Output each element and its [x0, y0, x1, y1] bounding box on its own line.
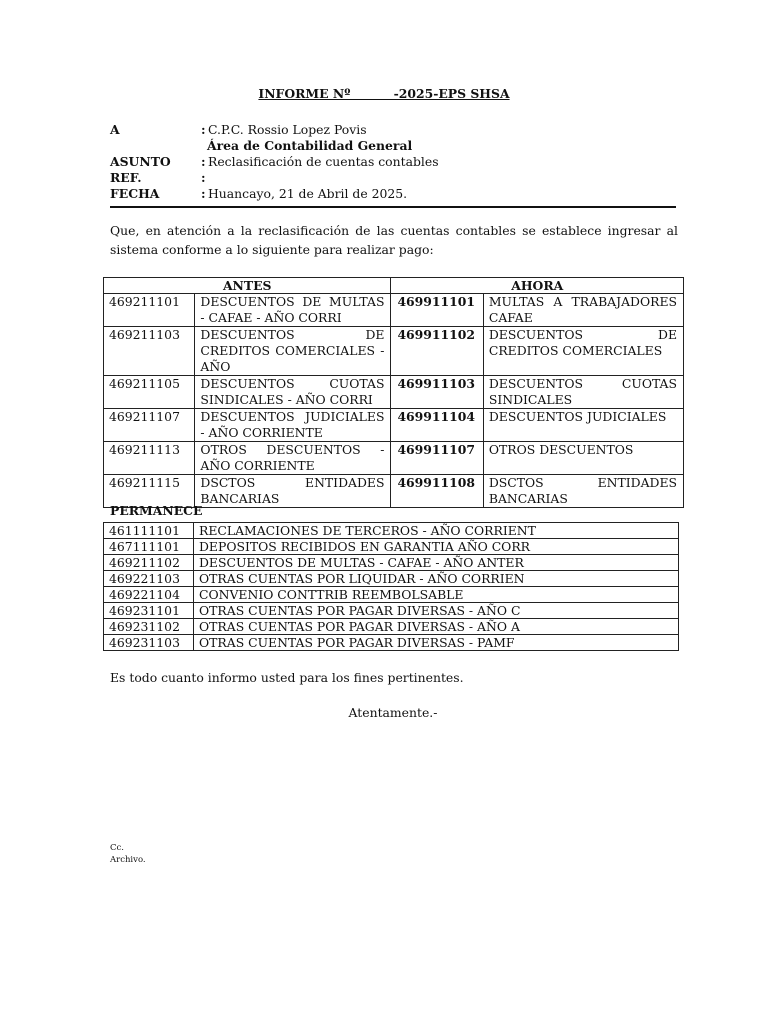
account-code-cell: 469221104	[104, 587, 194, 603]
new-desc-cell: MULTAS A TRABAJADORES CAFAE	[483, 294, 683, 327]
old-desc-cell: DSCTOS ENTIDADES BANCARIAS	[195, 475, 391, 508]
ref-label: REF.	[110, 170, 142, 185]
new-code-cell: 469911102	[391, 327, 483, 376]
old-desc-cell: OTROS DESCUENTOS - AÑO CORRIENTE	[195, 442, 391, 475]
old-code-cell: 469211115	[104, 475, 195, 508]
new-desc-cell: OTROS DESCUENTOS	[483, 442, 683, 475]
permanece-table	[103, 522, 679, 651]
header-ahora: AHORA	[391, 278, 684, 294]
subject-value: Reclasificación de cuentas contables	[208, 154, 439, 169]
account-desc-cell: DESCUENTOS DE MULTAS - CAFAE - AÑO ANTER	[194, 555, 679, 571]
intro-paragraph: Que, en atención a la reclasificación de las cuentas contables se establece ingresar al sistema conforme a lo siguiente para realizar pago:	[110, 223, 678, 257]
old-desc-cell: DESCUENTOS DE CREDITOS COMERCIALES - AÑO	[195, 327, 391, 376]
date-value: Huancayo, 21 de Abril de 2025.	[208, 186, 408, 201]
account-code-cell: 469231102	[104, 619, 194, 635]
new-code-cell: 469911103	[391, 376, 483, 409]
new-code-cell: 469911104	[391, 409, 483, 442]
ref-colon: :	[201, 170, 206, 185]
report-title: INFORME Nº -2025-EPS SHSA	[258, 86, 510, 101]
new-code-cell: 469911107	[391, 442, 483, 475]
subject-colon: :	[201, 154, 206, 169]
table-row	[104, 442, 684, 475]
table-row	[104, 587, 679, 603]
date-colon: :	[201, 186, 206, 201]
table-row	[104, 327, 684, 376]
new-code-cell: 469911108	[391, 475, 483, 508]
old-code-cell: 469211101	[104, 294, 195, 327]
permanece-body	[104, 523, 679, 651]
old-code-cell: 469211113	[104, 442, 195, 475]
account-code-cell: 469231101	[104, 603, 194, 619]
old-desc-cell: DESCUENTOS DE MULTAS - CAFAE - AÑO CORRI	[195, 294, 391, 327]
table-row	[104, 409, 684, 442]
date-label: FECHA	[110, 186, 160, 201]
new-desc-cell: DESCUENTOS JUDICIALES	[483, 409, 683, 442]
account-desc-cell: OTRAS CUENTAS POR PAGAR DIVERSAS - AÑO C	[194, 603, 679, 619]
subject-label: ASUNTO	[110, 154, 171, 169]
to-area: Área de Contabilidad General	[207, 138, 413, 153]
table-row	[104, 523, 679, 539]
table-row	[104, 571, 679, 587]
table-row	[104, 294, 684, 327]
account-code-cell: 469221103	[104, 571, 194, 587]
old-desc-cell: DESCUENTOS CUOTAS SINDICALES - AÑO CORRI	[195, 376, 391, 409]
account-desc-cell: OTRAS CUENTAS POR LIQUIDAR - AÑO CORRIEN	[194, 571, 679, 587]
table-row	[104, 635, 679, 651]
new-desc-cell: DESCUENTOS CUOTAS SINDICALES	[483, 376, 683, 409]
old-code-cell: 469211105	[104, 376, 195, 409]
header-divider	[110, 206, 676, 208]
header-antes: ANTES	[104, 278, 391, 294]
new-code-cell: 469911101	[391, 294, 483, 327]
cc-block	[110, 842, 146, 866]
account-code-cell: 469231103	[104, 635, 194, 651]
new-desc-cell: DESCUENTOS DE CREDITOS COMERCIALES	[483, 327, 683, 376]
old-code-cell: 469211103	[104, 327, 195, 376]
table-row	[104, 539, 679, 555]
table-header-row	[104, 278, 684, 294]
cc-label: Cc.	[110, 843, 124, 853]
reclassification-body	[104, 294, 684, 508]
closing-text: Es todo cuanto informo usted para los fines pertinentes.	[110, 670, 464, 685]
account-desc-cell: OTRAS CUENTAS POR PAGAR DIVERSAS - AÑO A	[194, 619, 679, 635]
account-desc-cell: CONVENIO CONTTRIB REEMBOLSABLE	[194, 587, 679, 603]
old-desc-cell: DESCUENTOS JUDICIALES - AÑO CORRIENTE	[195, 409, 391, 442]
to-label: A	[110, 122, 120, 137]
table-row	[104, 376, 684, 409]
table-row	[104, 555, 679, 571]
to-value: C.P.C. Rossio Lopez Povis	[208, 122, 367, 137]
regards-text: Atentamente.-	[348, 705, 438, 720]
old-code-cell: 469211107	[104, 409, 195, 442]
account-desc-cell: OTRAS CUENTAS POR PAGAR DIVERSAS - PAMF	[194, 635, 679, 651]
new-desc-cell: DSCTOS ENTIDADES BANCARIAS	[483, 475, 683, 508]
to-colon: :	[201, 122, 206, 137]
table-row	[104, 619, 679, 635]
cc-archive: Archivo.	[110, 855, 146, 865]
account-desc-cell: DEPOSITOS RECIBIDOS EN GARANTIA AÑO CORR	[194, 539, 679, 555]
table-row	[104, 603, 679, 619]
account-code-cell: 461111101	[104, 523, 194, 539]
account-code-cell: 469211102	[104, 555, 194, 571]
reclassification-table	[103, 277, 684, 508]
account-desc-cell: RECLAMACIONES DE TERCEROS - AÑO CORRIENT	[194, 523, 679, 539]
account-code-cell: 467111101	[104, 539, 194, 555]
permanece-label: PERMANECE	[110, 503, 203, 518]
